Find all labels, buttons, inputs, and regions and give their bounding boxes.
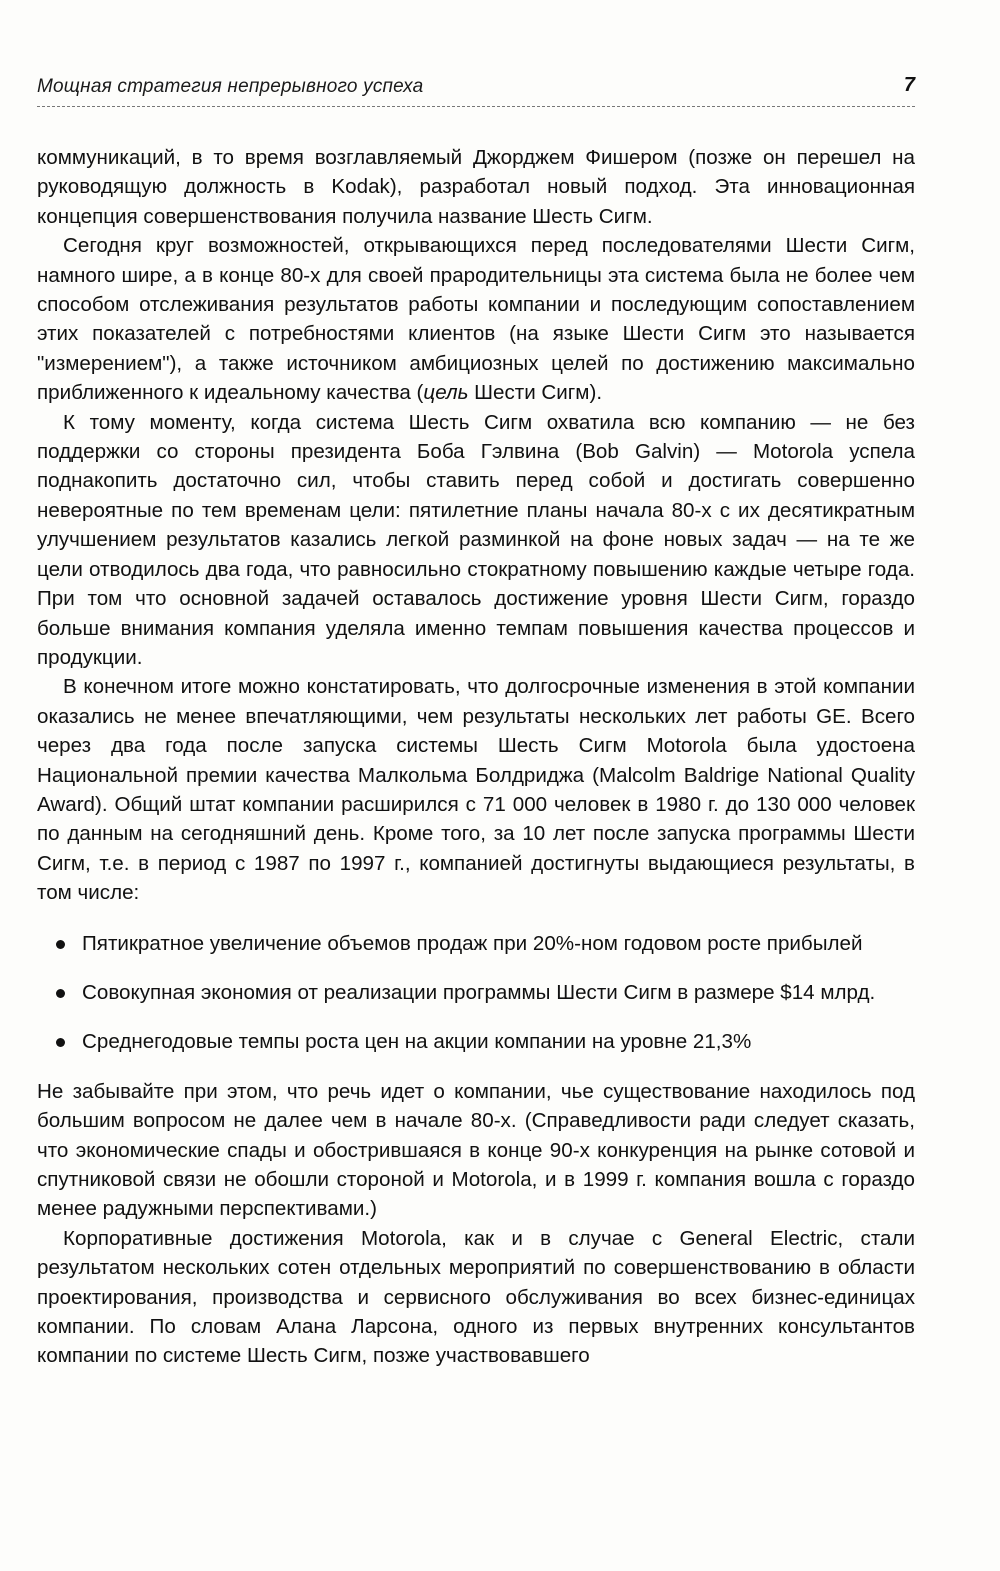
paragraph: В конечном итоге можно констатировать, что долгосрочные изменения в этой компании оказались не менее впечатляющими, чем результаты нескольких лет работы GE. Всего через два года после запуска системы Шесть Сигм Motorola была удостоена Национальной премии качества Малкольма Болдриджа (Malcolm Baldrige National Quality Award). Общий штат компании расширился с 71 000 человек в 1980 г. до 130 000 человек по данным на сегодняшний день. Кроме того, за 10 лет после запуска программы Шести Сигм, т.е. в период с 1987 по 1997 г., компанией достигнуты выдающиеся результаты, в том числе: [37,675,915,905]
list-item-text: Пятикратное увеличение объемов продаж при 20%-ном годовом росте прибылей [82,931,863,955]
bullet-icon [56,1038,65,1047]
body-text [37,143,915,1371]
paragraph-text: Шести Сигм). [468,381,603,405]
bullet-icon [56,989,65,998]
paragraph: Корпоративные достижения Motorola, как и в случае с General Electric, стали результатом нескольких сотен отдельных мероприятий по совершенствованию в области проектирования, производства и сервисного обслуживания во всех бизнес-единицах компании. По словам Алана Ларсона, одного из первых внутренних консультантов компании по системе Шесть Сигм, позже участвовавшего [37,1226,915,1368]
list-item [37,1027,915,1056]
list-item [37,978,915,1007]
list-item [37,929,915,958]
results-list [37,929,915,1057]
paragraph-text: Сегодня круг возможностей, открывающихся перед последователями Шести Сигм, намного шире, а в конце 80-х для своей прародительницы эта система была не более чем способом отслеживания результатов работы компании и последующим сопоставлением этих показателей с потребностями клиентов (на языке Шести Сигм это называется "измерением"), а также источником амбициозных целей по достижению максимально приближенного к идеальному качества ( [37,234,915,405]
running-header [37,72,915,107]
bullet-icon [56,940,65,949]
paragraph: Не забывайте при этом, что речь идет о компании, чье существование находилось под большим вопросом не далее чем в начале 80-х. (Справедливости ради следует сказать, что экономические спады и обострившаяся в конце 90-х конкуренция на рынке сотовой и спутниковой связи не обошли стороной и Motorola, и в 1999 г. компания вошла с гораздо менее радужными перспективами.) [37,1079,915,1221]
paragraph [37,231,915,407]
list-item-text: Совокупная экономия от реализации программы Шести Сигм в размере $14 млрд. [82,980,876,1004]
paragraph: коммуникаций, в то время возглавляемый Джорджем Фишером (позже он перешел на руководящую должность в Kodak), разработал новый подход. Эта инновационная концепция совершенствования получила название Шесть Сигм. [37,146,915,228]
list-item-text: Среднегодовые темпы роста цен на акции компании на уровне 21,3% [82,1030,752,1054]
paragraph: К тому моменту, когда система Шесть Сигм охватила всю компанию — не без поддержки со стороны президента Боба Гэлвина (Bob Galvin) — Motorola успела поднакопить достаточно сил, чтобы ставить перед собой и достигать совершенно невероятные по тем временам цели: пятилетние планы начала 80-х с их десятикратным улучшением результатов казались легкой разминкой на фоне новых задач — на те же цели отводилось два года, что равносильно стократному повышению каждые четыре года. При том что основной задачей оставалось достижение уровня Шести Сигм, гораздо больше внимания компания уделяла именно темпам повышения качества процессов и продукции. [37,410,915,669]
running-header-title: Мощная стратегия непрерывного успеха [37,76,424,97]
page-number: 7 [903,74,915,96]
italic-term: цель [423,381,469,405]
